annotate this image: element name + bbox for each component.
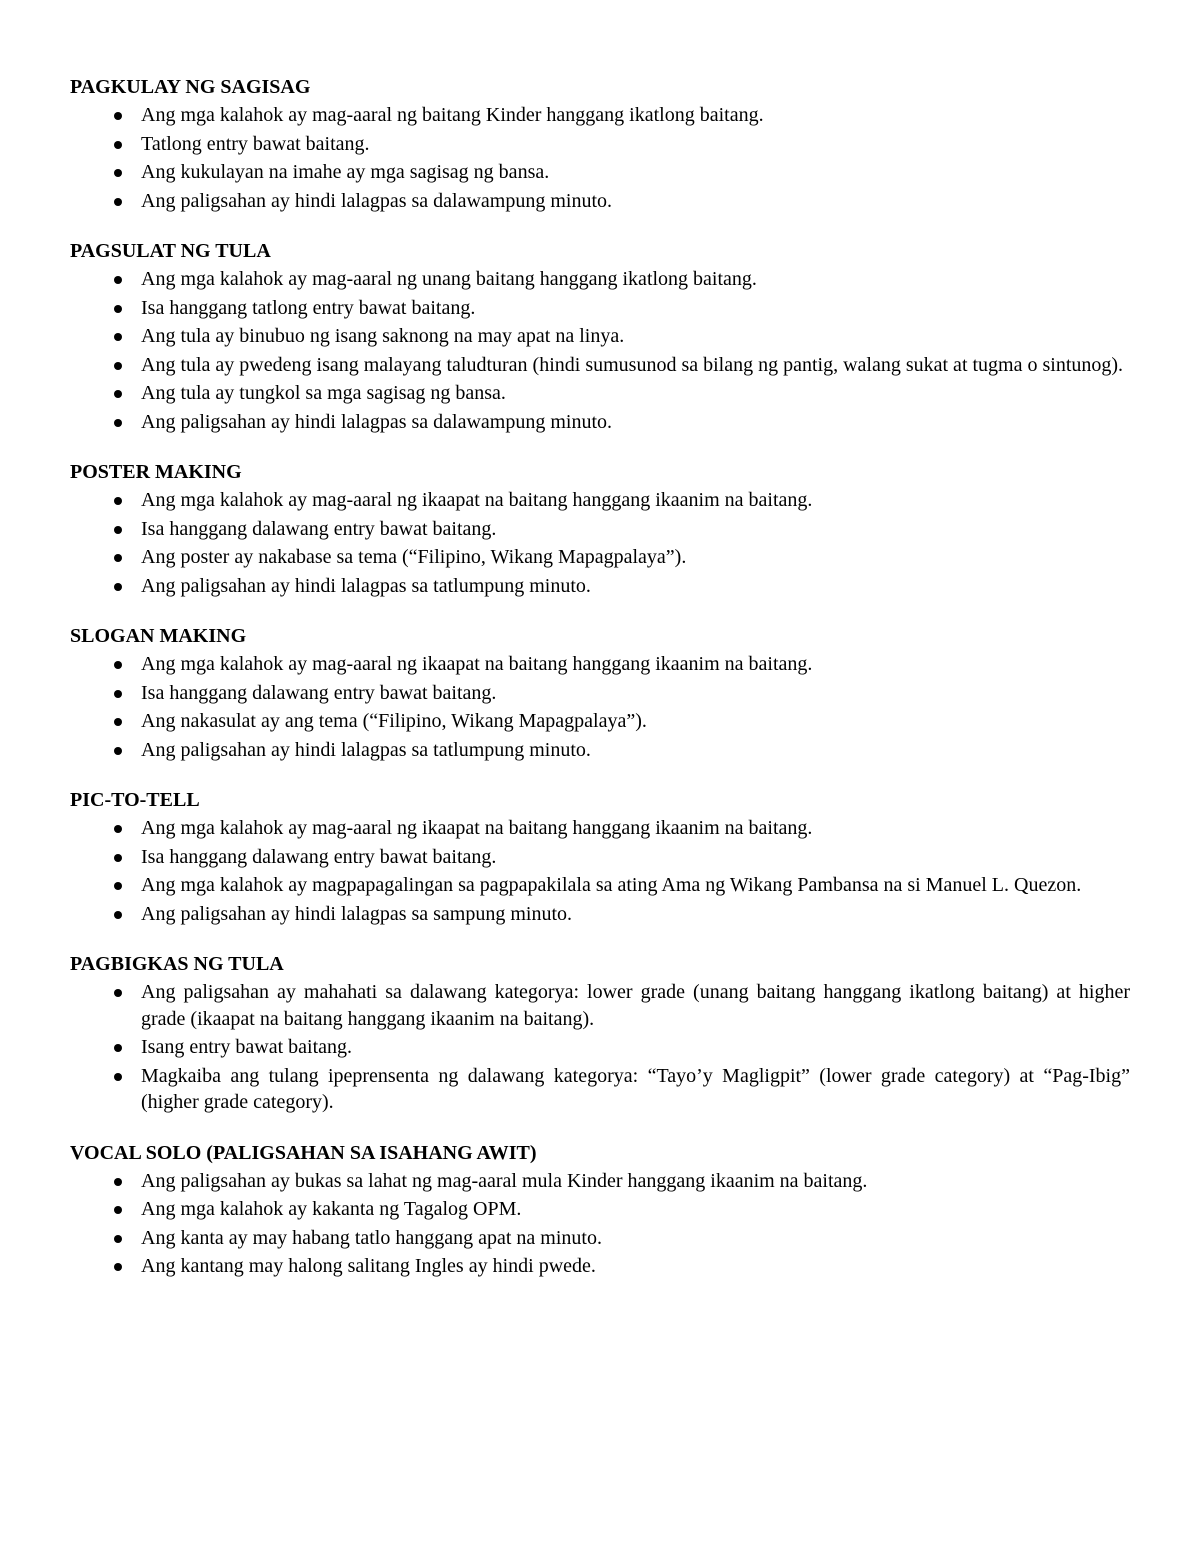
- section-title: SLOGAN MAKING: [70, 625, 247, 647]
- list-item-text: Ang poster ay nakabase sa tema (“Filipino, Wikang Mapagpalaya”).: [141, 546, 687, 568]
- list-item-text: Isang entry bawat baitang.: [141, 1036, 353, 1058]
- list-item: [70, 131, 1130, 158]
- section-title: VOCAL SOLO (PALIGSAHAN SA ISAHANG AWIT): [70, 1141, 537, 1164]
- rule-list: [70, 487, 1130, 599]
- list-item-text: Ang tula ay binubuo ng isang saknong na may apat na linya.: [141, 325, 625, 347]
- list-item-text: Ang paligsahan ay mahahati sa dalawang kategorya: lower grade (unang baitang hanggang ikatlong baitang) at higher grade (ikaapat na baitang hanggang ikaanim na baitang).: [141, 981, 1130, 1030]
- bullet-icon: [114, 390, 122, 398]
- bullet-icon: [114, 825, 122, 833]
- list-item: [70, 1168, 1130, 1195]
- bullet-icon: [114, 1178, 122, 1186]
- list-item: [70, 323, 1130, 350]
- bullet-icon: [114, 497, 122, 505]
- bullet-icon: [114, 198, 122, 206]
- list-item-text: Ang paligsahan ay hindi lalagpas sa tatlumpung minuto.: [141, 738, 591, 761]
- section-pagkulay-ng-sagisag: [70, 74, 1130, 214]
- list-item: [70, 1063, 1130, 1116]
- list-item-text: Ang tula ay pwedeng isang malayang taludturan (hindi sumusunod sa bilang ng pantig, walang sukat at tugma o sintunog).: [141, 353, 1124, 376]
- list-item: [70, 1196, 1130, 1223]
- section-title: PAGKULAY NG SAGISAG: [70, 76, 311, 98]
- list-item: [70, 872, 1130, 899]
- list-item: [70, 680, 1130, 707]
- section-pagbigkas-ng-tula: [70, 951, 1130, 1116]
- section-title: PIC-TO-TELL: [70, 789, 200, 811]
- list-item-text: Ang kanta ay may habang tatlo hanggang apat na minuto.: [141, 1226, 602, 1249]
- section-vocal-solo: [70, 1140, 1130, 1280]
- bullet-icon: [114, 554, 122, 562]
- list-item-text: Tatlong entry bawat baitang.: [141, 132, 370, 155]
- rule-list: [70, 815, 1130, 927]
- list-item: [70, 266, 1130, 293]
- list-item: [70, 708, 1130, 735]
- section-slogan-making: [70, 623, 1130, 763]
- section-title: PAGSULAT NG TULA: [70, 240, 271, 262]
- list-item-text: Magkaiba ang tulang ipeprensenta ng dalawang kategorya: “Tayo’y Magligpit” (lower grade category) at “Pag-Ibig” (higher grade category).: [141, 1064, 1130, 1113]
- bullet-icon: [114, 276, 122, 284]
- list-item: [70, 1225, 1130, 1252]
- bullet-icon: [114, 1206, 122, 1214]
- list-item-text: Isa hanggang dalawang entry bawat baitang.: [141, 845, 497, 868]
- bullet-icon: [114, 882, 122, 890]
- list-item-text: Ang paligsahan ay hindi lalagpas sa dalawampung minuto.: [141, 410, 613, 433]
- rule-list: [70, 1168, 1130, 1280]
- list-item-text: Isa hanggang dalawang entry bawat baitang.: [141, 681, 497, 704]
- list-item: [70, 516, 1130, 543]
- list-item: [70, 544, 1130, 571]
- section-poster-making: [70, 459, 1130, 599]
- list-item-text: Ang mga kalahok ay mag-aaral ng ikaapat na baitang hanggang ikaanim na baitang.: [141, 489, 813, 511]
- bullet-icon: [114, 333, 122, 341]
- bullet-icon: [114, 989, 122, 997]
- list-item-text: Isa hanggang dalawang entry bawat baitang.: [141, 517, 497, 540]
- bullet-icon: [114, 112, 122, 120]
- list-item: [70, 651, 1130, 678]
- list-item: [70, 979, 1130, 1032]
- list-item-text: Isa hanggang tatlong entry bawat baitang.: [141, 296, 476, 319]
- list-item-text: Ang kukulayan na imahe ay mga sagisag ng bansa.: [141, 161, 550, 183]
- list-item-text: Ang paligsahan ay hindi lalagpas sa dalawampung minuto.: [141, 189, 613, 212]
- list-item-text: Ang kantang may halong salitang Ingles ay hindi pwede.: [141, 1255, 596, 1277]
- list-item-text: Ang mga kalahok ay mag-aaral ng ikaapat na baitang hanggang ikaanim na baitang.: [141, 817, 813, 839]
- list-item-text: Ang mga kalahok ay kakanta ng Tagalog OPM.: [141, 1198, 522, 1220]
- rule-list: [70, 651, 1130, 763]
- list-item: [70, 737, 1130, 764]
- bullet-icon: [114, 583, 122, 591]
- list-item-text: Ang mga kalahok ay mag-aaral ng unang baitang hanggang ikatlong baitang.: [141, 268, 757, 290]
- section-pagsulat-ng-tula: [70, 238, 1130, 435]
- list-item: [70, 1253, 1130, 1280]
- bullet-icon: [114, 1044, 122, 1052]
- list-item: [70, 102, 1130, 129]
- bullet-icon: [114, 690, 122, 698]
- list-item-text: Ang nakasulat ay ang tema (“Filipino, Wikang Mapagpalaya”).: [141, 710, 647, 732]
- bullet-icon: [114, 1235, 122, 1243]
- list-item: [70, 901, 1130, 928]
- list-item: [70, 295, 1130, 322]
- list-item: [70, 159, 1130, 186]
- list-item-text: Ang mga kalahok ay mag-aaral ng ikaapat na baitang hanggang ikaanim na baitang.: [141, 653, 813, 675]
- rule-list: [70, 102, 1130, 214]
- bullet-icon: [114, 526, 122, 534]
- list-item-text: Ang paligsahan ay hindi lalagpas sa tatlumpung minuto.: [141, 574, 591, 597]
- list-item: [70, 352, 1130, 379]
- bullet-icon: [114, 661, 122, 669]
- bullet-icon: [114, 854, 122, 862]
- rule-list: [70, 266, 1130, 435]
- list-item: [70, 487, 1130, 514]
- section-title: PAGBIGKAS NG TULA: [70, 953, 284, 975]
- section-pic-to-tell: [70, 787, 1130, 927]
- list-item: [70, 380, 1130, 407]
- bullet-icon: [114, 911, 122, 919]
- list-item-text: Ang paligsahan ay hindi lalagpas sa sampung minuto.: [141, 902, 573, 925]
- document-content: [70, 74, 1130, 1304]
- list-item-text: Ang paligsahan ay bukas sa lahat ng mag-aaral mula Kinder hanggang ikaanim na baitang.: [141, 1169, 868, 1192]
- list-item: [70, 409, 1130, 436]
- list-item: [70, 815, 1130, 842]
- bullet-icon: [114, 1263, 122, 1271]
- bullet-icon: [114, 305, 122, 313]
- bullet-icon: [114, 747, 122, 755]
- bullet-icon: [114, 141, 122, 149]
- list-item: [70, 573, 1130, 600]
- list-item: [70, 188, 1130, 215]
- bullet-icon: [114, 362, 122, 370]
- rule-list: [70, 979, 1130, 1116]
- list-item-text: Ang tula ay tungkol sa mga sagisag ng bansa.: [141, 382, 506, 404]
- section-title: POSTER MAKING: [70, 461, 242, 483]
- bullet-icon: [114, 718, 122, 726]
- bullet-icon: [114, 419, 122, 427]
- list-item: [70, 844, 1130, 871]
- bullet-icon: [114, 169, 122, 177]
- list-item-text: Ang mga kalahok ay magpapagalingan sa pagpapakilala sa ating Ama ng Wikang Pambansa na si Manuel L. Quezon.: [141, 874, 1082, 896]
- list-item-text: Ang mga kalahok ay mag-aaral ng baitang Kinder hanggang ikatlong baitang.: [141, 104, 764, 126]
- list-item: [70, 1034, 1130, 1061]
- bullet-icon: [114, 1073, 122, 1081]
